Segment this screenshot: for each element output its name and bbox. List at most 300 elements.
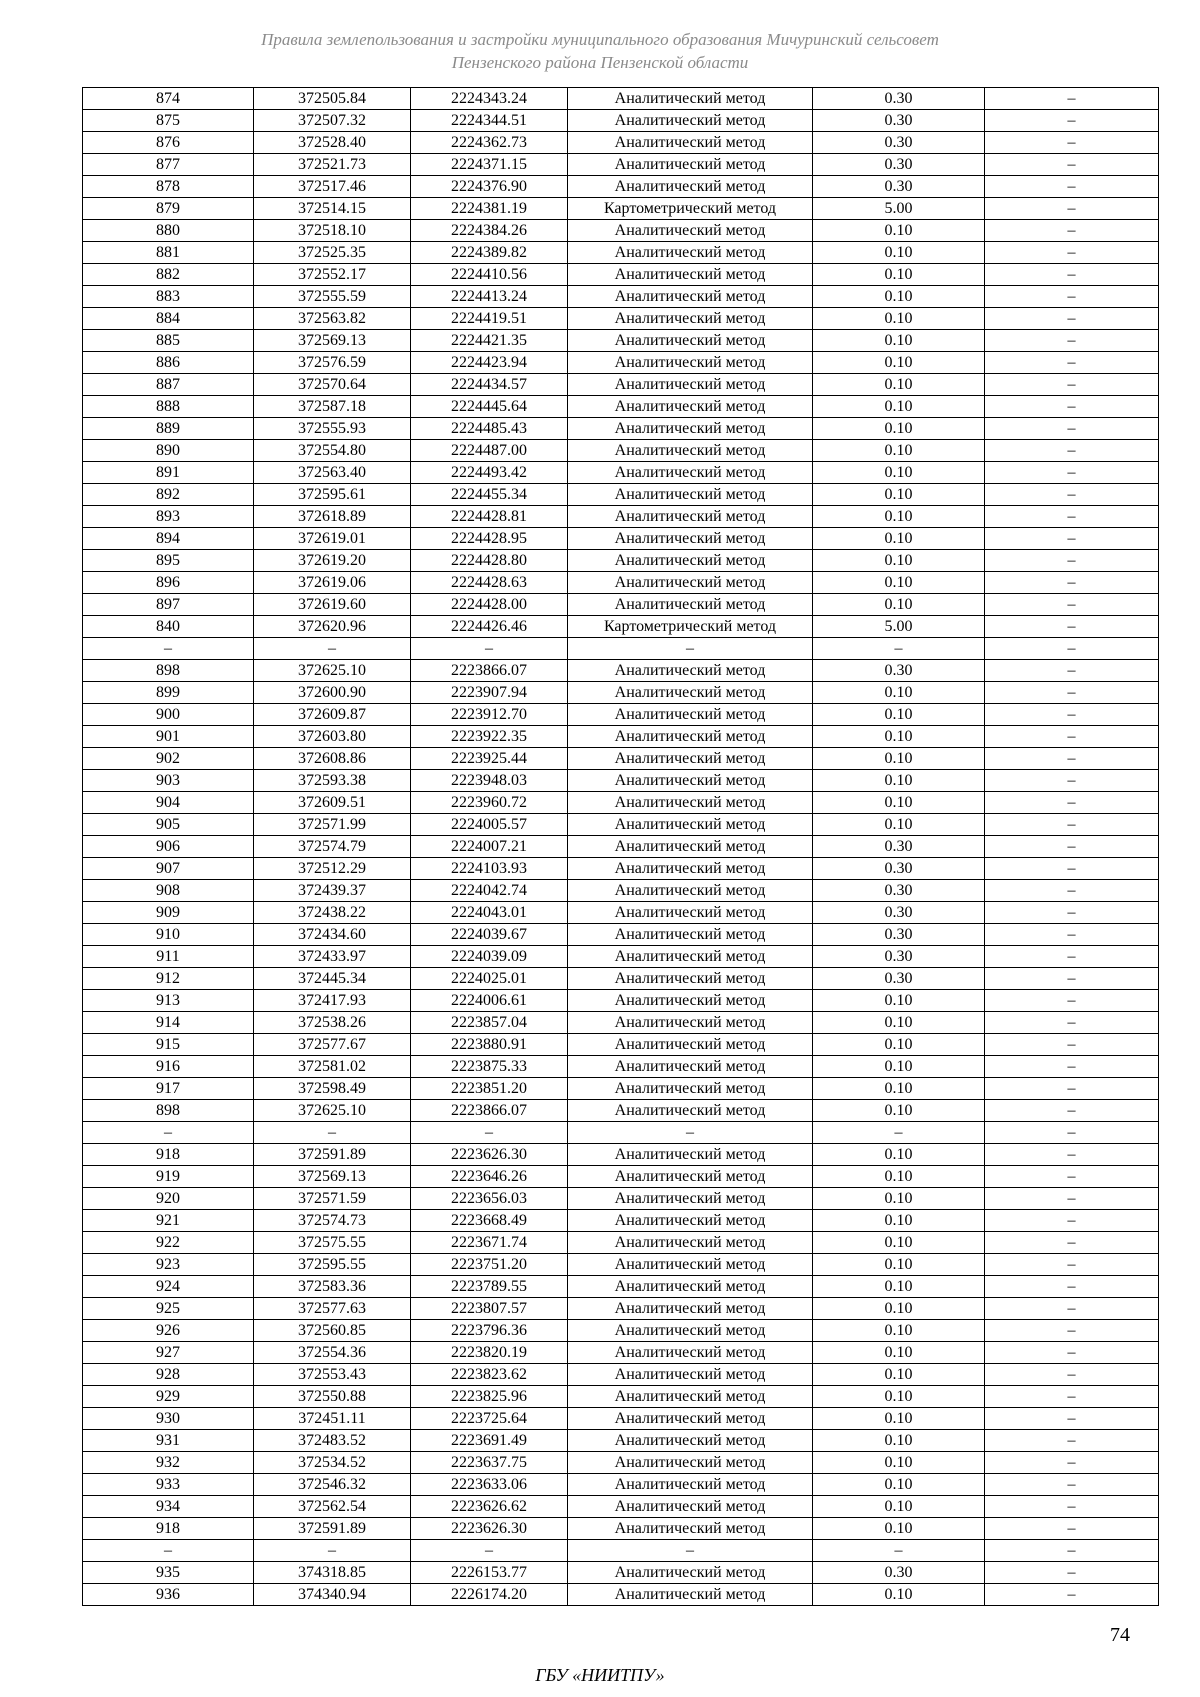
coordinates-table-body bbox=[83, 88, 1159, 1606]
point-number-cell: 892 bbox=[83, 484, 254, 506]
x-coordinate-cell: 372574.73 bbox=[254, 1210, 411, 1232]
x-coordinate-cell: 372445.34 bbox=[254, 968, 411, 990]
y-coordinate-cell: 2224428.63 bbox=[411, 572, 568, 594]
point-number-cell: 898 bbox=[83, 660, 254, 682]
method-cell: – bbox=[568, 1540, 813, 1562]
method-cell: Аналитический метод bbox=[568, 1518, 813, 1540]
description-cell: – bbox=[985, 1386, 1159, 1408]
running-header bbox=[0, 28, 1200, 74]
accuracy-cell: 0.30 bbox=[813, 110, 985, 132]
x-coordinate-cell: 372434.60 bbox=[254, 924, 411, 946]
y-coordinate-cell: 2223807.57 bbox=[411, 1298, 568, 1320]
x-coordinate-cell: 372563.40 bbox=[254, 462, 411, 484]
x-coordinate-cell: 372553.43 bbox=[254, 1364, 411, 1386]
x-coordinate-cell: 372560.85 bbox=[254, 1320, 411, 1342]
x-coordinate-cell: 372571.99 bbox=[254, 814, 411, 836]
accuracy-cell: 0.10 bbox=[813, 814, 985, 836]
x-coordinate-cell: 374340.94 bbox=[254, 1584, 411, 1606]
method-cell: Картометрический метод bbox=[568, 616, 813, 638]
point-number-cell: 894 bbox=[83, 528, 254, 550]
point-number-cell: 896 bbox=[83, 572, 254, 594]
point-number-cell: 911 bbox=[83, 946, 254, 968]
x-coordinate-cell: 372577.67 bbox=[254, 1034, 411, 1056]
table-row bbox=[83, 1562, 1159, 1584]
x-coordinate-cell: 372593.38 bbox=[254, 770, 411, 792]
x-coordinate-cell: 372555.59 bbox=[254, 286, 411, 308]
x-coordinate-cell: 372595.55 bbox=[254, 1254, 411, 1276]
point-number-cell: 899 bbox=[83, 682, 254, 704]
y-coordinate-cell: 2224487.00 bbox=[411, 440, 568, 462]
accuracy-cell: – bbox=[813, 1540, 985, 1562]
y-coordinate-cell: 2224042.74 bbox=[411, 880, 568, 902]
table-row bbox=[83, 308, 1159, 330]
table-row bbox=[83, 1232, 1159, 1254]
method-cell: Аналитический метод bbox=[568, 880, 813, 902]
point-number-cell: 889 bbox=[83, 418, 254, 440]
method-cell: Аналитический метод bbox=[568, 1408, 813, 1430]
description-cell: – bbox=[985, 1166, 1159, 1188]
point-number-cell: 884 bbox=[83, 308, 254, 330]
method-cell: Аналитический метод bbox=[568, 1342, 813, 1364]
description-cell: – bbox=[985, 1276, 1159, 1298]
x-coordinate-cell: 372619.06 bbox=[254, 572, 411, 594]
y-coordinate-cell: – bbox=[411, 1122, 568, 1144]
x-coordinate-cell: 372581.02 bbox=[254, 1056, 411, 1078]
x-coordinate-cell: 372417.93 bbox=[254, 990, 411, 1012]
y-coordinate-cell: 2223637.75 bbox=[411, 1452, 568, 1474]
point-number-cell: 875 bbox=[83, 110, 254, 132]
accuracy-cell: 5.00 bbox=[813, 198, 985, 220]
accuracy-cell: 0.10 bbox=[813, 1298, 985, 1320]
table-row bbox=[83, 990, 1159, 1012]
table-row bbox=[83, 572, 1159, 594]
x-coordinate-cell: 372600.90 bbox=[254, 682, 411, 704]
y-coordinate-cell: 2223789.55 bbox=[411, 1276, 568, 1298]
accuracy-cell: 0.10 bbox=[813, 396, 985, 418]
y-coordinate-cell: 2223656.03 bbox=[411, 1188, 568, 1210]
x-coordinate-cell: 372591.89 bbox=[254, 1144, 411, 1166]
point-number-cell: 931 bbox=[83, 1430, 254, 1452]
y-coordinate-cell: 2224376.90 bbox=[411, 176, 568, 198]
point-number-cell: 913 bbox=[83, 990, 254, 1012]
x-coordinate-cell: 372618.89 bbox=[254, 506, 411, 528]
method-cell: Аналитический метод bbox=[568, 1496, 813, 1518]
point-number-cell: 881 bbox=[83, 242, 254, 264]
table-row bbox=[83, 198, 1159, 220]
method-cell: Аналитический метод bbox=[568, 308, 813, 330]
method-cell: Аналитический метод bbox=[568, 990, 813, 1012]
x-coordinate-cell: 372507.32 bbox=[254, 110, 411, 132]
point-number-cell: 935 bbox=[83, 1562, 254, 1584]
page-footer: ГБУ «НИИТПУ» bbox=[535, 1665, 665, 1685]
table-row bbox=[83, 1584, 1159, 1606]
x-coordinate-cell: 372609.51 bbox=[254, 792, 411, 814]
table-row bbox=[83, 1034, 1159, 1056]
y-coordinate-cell: 2226174.20 bbox=[411, 1584, 568, 1606]
description-cell: – bbox=[985, 1408, 1159, 1430]
method-cell: Аналитический метод bbox=[568, 1188, 813, 1210]
y-coordinate-cell: 2223851.20 bbox=[411, 1078, 568, 1100]
x-coordinate-cell: 372570.64 bbox=[254, 374, 411, 396]
y-coordinate-cell: 2224025.01 bbox=[411, 968, 568, 990]
table-row bbox=[83, 1342, 1159, 1364]
table-row bbox=[83, 418, 1159, 440]
method-cell: Аналитический метод bbox=[568, 462, 813, 484]
accuracy-cell: 0.30 bbox=[813, 924, 985, 946]
description-cell: – bbox=[985, 440, 1159, 462]
method-cell: Аналитический метод bbox=[568, 792, 813, 814]
point-number-cell: 897 bbox=[83, 594, 254, 616]
point-number-cell: 934 bbox=[83, 1496, 254, 1518]
table-row bbox=[83, 1408, 1159, 1430]
table-row bbox=[83, 264, 1159, 286]
description-cell: – bbox=[985, 770, 1159, 792]
y-coordinate-cell: 2223633.06 bbox=[411, 1474, 568, 1496]
y-coordinate-cell: 2224421.35 bbox=[411, 330, 568, 352]
x-coordinate-cell: 372576.59 bbox=[254, 352, 411, 374]
description-cell: – bbox=[985, 748, 1159, 770]
table-row bbox=[83, 110, 1159, 132]
y-coordinate-cell: 2224455.34 bbox=[411, 484, 568, 506]
x-coordinate-cell: – bbox=[254, 1122, 411, 1144]
description-cell: – bbox=[985, 352, 1159, 374]
accuracy-cell: 0.10 bbox=[813, 1320, 985, 1342]
method-cell: Аналитический метод bbox=[568, 1584, 813, 1606]
description-cell: – bbox=[985, 946, 1159, 968]
y-coordinate-cell: 2223691.49 bbox=[411, 1430, 568, 1452]
accuracy-cell: 0.10 bbox=[813, 330, 985, 352]
description-cell: – bbox=[985, 902, 1159, 924]
accuracy-cell: 0.10 bbox=[813, 682, 985, 704]
header-line-2: Пензенского района Пензенской области bbox=[451, 53, 749, 72]
description-cell: – bbox=[985, 704, 1159, 726]
point-number-cell: 890 bbox=[83, 440, 254, 462]
description-cell: – bbox=[985, 616, 1159, 638]
x-coordinate-cell: 372552.17 bbox=[254, 264, 411, 286]
table-row bbox=[83, 374, 1159, 396]
accuracy-cell: 0.10 bbox=[813, 1078, 985, 1100]
y-coordinate-cell: 2224006.61 bbox=[411, 990, 568, 1012]
x-coordinate-cell: 372521.73 bbox=[254, 154, 411, 176]
table-row bbox=[83, 1166, 1159, 1188]
y-coordinate-cell: 2223925.44 bbox=[411, 748, 568, 770]
x-coordinate-cell: 372619.60 bbox=[254, 594, 411, 616]
table-row bbox=[83, 616, 1159, 638]
y-coordinate-cell: 2224428.00 bbox=[411, 594, 568, 616]
point-number-cell: 922 bbox=[83, 1232, 254, 1254]
point-number-cell: 923 bbox=[83, 1254, 254, 1276]
accuracy-cell: 0.10 bbox=[813, 440, 985, 462]
table-row bbox=[83, 330, 1159, 352]
table-row bbox=[83, 1100, 1159, 1122]
method-cell: Аналитический метод bbox=[568, 924, 813, 946]
method-cell: Аналитический метод bbox=[568, 352, 813, 374]
description-cell: – bbox=[985, 154, 1159, 176]
y-coordinate-cell: – bbox=[411, 638, 568, 660]
y-coordinate-cell: 2224005.57 bbox=[411, 814, 568, 836]
method-cell: Аналитический метод bbox=[568, 220, 813, 242]
point-number-cell: 920 bbox=[83, 1188, 254, 1210]
accuracy-cell: 0.10 bbox=[813, 1342, 985, 1364]
method-cell: Аналитический метод bbox=[568, 176, 813, 198]
x-coordinate-cell: 372546.32 bbox=[254, 1474, 411, 1496]
table-row bbox=[83, 132, 1159, 154]
y-coordinate-cell: 2224428.81 bbox=[411, 506, 568, 528]
description-cell: – bbox=[985, 286, 1159, 308]
description-cell: – bbox=[985, 484, 1159, 506]
point-number-cell: 888 bbox=[83, 396, 254, 418]
x-coordinate-cell: 372583.36 bbox=[254, 1276, 411, 1298]
description-cell: – bbox=[985, 924, 1159, 946]
method-cell: Аналитический метод bbox=[568, 132, 813, 154]
y-coordinate-cell: 2223626.30 bbox=[411, 1144, 568, 1166]
accuracy-cell: 0.10 bbox=[813, 594, 985, 616]
point-number-cell: 878 bbox=[83, 176, 254, 198]
accuracy-cell: 0.10 bbox=[813, 308, 985, 330]
accuracy-cell: 0.30 bbox=[813, 176, 985, 198]
table-row bbox=[83, 1144, 1159, 1166]
x-coordinate-cell: 372538.26 bbox=[254, 1012, 411, 1034]
y-coordinate-cell: 2223671.74 bbox=[411, 1232, 568, 1254]
method-cell: – bbox=[568, 638, 813, 660]
description-cell: – bbox=[985, 1188, 1159, 1210]
x-coordinate-cell: 372525.35 bbox=[254, 242, 411, 264]
description-cell: – bbox=[985, 198, 1159, 220]
table-row bbox=[83, 1298, 1159, 1320]
point-number-cell: 929 bbox=[83, 1386, 254, 1408]
method-cell: Аналитический метод bbox=[568, 902, 813, 924]
method-cell: Аналитический метод bbox=[568, 1298, 813, 1320]
point-number-cell: 914 bbox=[83, 1012, 254, 1034]
table-row bbox=[83, 1452, 1159, 1474]
x-coordinate-cell: 372609.87 bbox=[254, 704, 411, 726]
point-number-cell: 893 bbox=[83, 506, 254, 528]
x-coordinate-cell: 372514.15 bbox=[254, 198, 411, 220]
accuracy-cell: 0.10 bbox=[813, 990, 985, 1012]
table-row bbox=[83, 220, 1159, 242]
x-coordinate-cell: 372625.10 bbox=[254, 660, 411, 682]
description-cell: – bbox=[985, 638, 1159, 660]
description-cell: – bbox=[985, 264, 1159, 286]
method-cell: Аналитический метод bbox=[568, 836, 813, 858]
method-cell: Аналитический метод bbox=[568, 1364, 813, 1386]
accuracy-cell: 0.30 bbox=[813, 88, 985, 110]
description-cell: – bbox=[985, 1364, 1159, 1386]
point-number-cell: 887 bbox=[83, 374, 254, 396]
y-coordinate-cell: 2224485.43 bbox=[411, 418, 568, 440]
description-cell: – bbox=[985, 1100, 1159, 1122]
point-number-cell: 898 bbox=[83, 1100, 254, 1122]
point-number-cell: 909 bbox=[83, 902, 254, 924]
y-coordinate-cell: 2223857.04 bbox=[411, 1012, 568, 1034]
x-coordinate-cell: 372574.79 bbox=[254, 836, 411, 858]
table-row bbox=[83, 1078, 1159, 1100]
x-coordinate-cell: 372571.59 bbox=[254, 1188, 411, 1210]
x-coordinate-cell: – bbox=[254, 1540, 411, 1562]
table-row bbox=[83, 770, 1159, 792]
y-coordinate-cell: 2223866.07 bbox=[411, 1100, 568, 1122]
x-coordinate-cell: 372438.22 bbox=[254, 902, 411, 924]
y-coordinate-cell: 2224419.51 bbox=[411, 308, 568, 330]
point-number-cell: 879 bbox=[83, 198, 254, 220]
method-cell: Аналитический метод bbox=[568, 88, 813, 110]
x-coordinate-cell: 372587.18 bbox=[254, 396, 411, 418]
description-cell: – bbox=[985, 792, 1159, 814]
accuracy-cell: 0.10 bbox=[813, 1364, 985, 1386]
y-coordinate-cell: 2223626.62 bbox=[411, 1496, 568, 1518]
table-row bbox=[83, 484, 1159, 506]
method-cell: Аналитический метод bbox=[568, 770, 813, 792]
y-coordinate-cell: 2223907.94 bbox=[411, 682, 568, 704]
description-cell: – bbox=[985, 1122, 1159, 1144]
description-cell: – bbox=[985, 1540, 1159, 1562]
point-number-cell: 895 bbox=[83, 550, 254, 572]
point-number-cell: 936 bbox=[83, 1584, 254, 1606]
y-coordinate-cell: 2224426.46 bbox=[411, 616, 568, 638]
point-number-cell: 907 bbox=[83, 858, 254, 880]
description-cell: – bbox=[985, 374, 1159, 396]
accuracy-cell: 0.10 bbox=[813, 462, 985, 484]
table-row bbox=[83, 176, 1159, 198]
y-coordinate-cell: 2224344.51 bbox=[411, 110, 568, 132]
method-cell: Аналитический метод bbox=[568, 550, 813, 572]
y-coordinate-cell: 2224039.09 bbox=[411, 946, 568, 968]
point-number-cell: 925 bbox=[83, 1298, 254, 1320]
point-number-cell: – bbox=[83, 1122, 254, 1144]
accuracy-cell: 0.10 bbox=[813, 374, 985, 396]
table-row bbox=[83, 814, 1159, 836]
accuracy-cell: 0.10 bbox=[813, 286, 985, 308]
table-row bbox=[83, 968, 1159, 990]
x-coordinate-cell: 372563.82 bbox=[254, 308, 411, 330]
y-coordinate-cell: 2224413.24 bbox=[411, 286, 568, 308]
y-coordinate-cell: 2224389.82 bbox=[411, 242, 568, 264]
method-cell: Аналитический метод bbox=[568, 1232, 813, 1254]
y-coordinate-cell: 2224362.73 bbox=[411, 132, 568, 154]
table-row bbox=[83, 1540, 1159, 1562]
method-cell: Аналитический метод bbox=[568, 1034, 813, 1056]
method-cell: Аналитический метод bbox=[568, 1562, 813, 1584]
x-coordinate-cell: 372591.89 bbox=[254, 1518, 411, 1540]
y-coordinate-cell: 2224493.42 bbox=[411, 462, 568, 484]
description-cell: – bbox=[985, 1496, 1159, 1518]
accuracy-cell: 0.10 bbox=[813, 748, 985, 770]
method-cell: Аналитический метод bbox=[568, 660, 813, 682]
description-cell: – bbox=[985, 726, 1159, 748]
method-cell: Аналитический метод bbox=[568, 704, 813, 726]
point-number-cell: 916 bbox=[83, 1056, 254, 1078]
x-coordinate-cell: 372625.10 bbox=[254, 1100, 411, 1122]
accuracy-cell: – bbox=[813, 1122, 985, 1144]
x-coordinate-cell: 372598.49 bbox=[254, 1078, 411, 1100]
description-cell: – bbox=[985, 110, 1159, 132]
table-row bbox=[83, 352, 1159, 374]
method-cell: Аналитический метод bbox=[568, 748, 813, 770]
accuracy-cell: 0.10 bbox=[813, 528, 985, 550]
method-cell: Аналитический метод bbox=[568, 1452, 813, 1474]
x-coordinate-cell: 372451.11 bbox=[254, 1408, 411, 1430]
y-coordinate-cell: 2223825.96 bbox=[411, 1386, 568, 1408]
coordinates-table bbox=[82, 87, 1159, 1606]
x-coordinate-cell: 372550.88 bbox=[254, 1386, 411, 1408]
y-coordinate-cell: 2224423.94 bbox=[411, 352, 568, 374]
table-row bbox=[83, 902, 1159, 924]
accuracy-cell: 0.10 bbox=[813, 1386, 985, 1408]
table-row bbox=[83, 594, 1159, 616]
accuracy-cell: 0.10 bbox=[813, 1474, 985, 1496]
y-coordinate-cell: 2224428.95 bbox=[411, 528, 568, 550]
point-number-cell: 891 bbox=[83, 462, 254, 484]
y-coordinate-cell: 2224445.64 bbox=[411, 396, 568, 418]
table-row bbox=[83, 506, 1159, 528]
x-coordinate-cell: 372528.40 bbox=[254, 132, 411, 154]
x-coordinate-cell: 372619.01 bbox=[254, 528, 411, 550]
description-cell: – bbox=[985, 836, 1159, 858]
accuracy-cell: 0.10 bbox=[813, 1430, 985, 1452]
y-coordinate-cell: 2223823.62 bbox=[411, 1364, 568, 1386]
description-cell: – bbox=[985, 330, 1159, 352]
description-cell: – bbox=[985, 572, 1159, 594]
accuracy-cell: 0.10 bbox=[813, 1452, 985, 1474]
y-coordinate-cell: 2224428.80 bbox=[411, 550, 568, 572]
description-cell: – bbox=[985, 88, 1159, 110]
y-coordinate-cell: 2223646.26 bbox=[411, 1166, 568, 1188]
accuracy-cell: 0.30 bbox=[813, 836, 985, 858]
method-cell: Аналитический метод bbox=[568, 1320, 813, 1342]
x-coordinate-cell: 372608.86 bbox=[254, 748, 411, 770]
method-cell: Аналитический метод bbox=[568, 682, 813, 704]
y-coordinate-cell: 2224043.01 bbox=[411, 902, 568, 924]
description-cell: – bbox=[985, 990, 1159, 1012]
table-row bbox=[83, 1276, 1159, 1298]
method-cell: Аналитический метод bbox=[568, 726, 813, 748]
method-cell: Аналитический метод bbox=[568, 572, 813, 594]
table-row bbox=[83, 946, 1159, 968]
accuracy-cell: 0.10 bbox=[813, 418, 985, 440]
y-coordinate-cell: 2224371.15 bbox=[411, 154, 568, 176]
accuracy-cell: 0.10 bbox=[813, 726, 985, 748]
y-coordinate-cell: 2224410.56 bbox=[411, 264, 568, 286]
point-number-cell: 933 bbox=[83, 1474, 254, 1496]
method-cell: Аналитический метод bbox=[568, 1254, 813, 1276]
point-number-cell: 905 bbox=[83, 814, 254, 836]
y-coordinate-cell: 2223668.49 bbox=[411, 1210, 568, 1232]
page-number: 74 bbox=[1110, 1624, 1130, 1646]
method-cell: Аналитический метод bbox=[568, 1430, 813, 1452]
accuracy-cell: 0.10 bbox=[813, 1584, 985, 1606]
x-coordinate-cell: 372433.97 bbox=[254, 946, 411, 968]
description-cell: – bbox=[985, 814, 1159, 836]
y-coordinate-cell: – bbox=[411, 1540, 568, 1562]
accuracy-cell: 0.10 bbox=[813, 1408, 985, 1430]
point-number-cell: 918 bbox=[83, 1144, 254, 1166]
x-coordinate-cell: 372517.46 bbox=[254, 176, 411, 198]
accuracy-cell: 0.10 bbox=[813, 220, 985, 242]
x-coordinate-cell: 372483.52 bbox=[254, 1430, 411, 1452]
table-row bbox=[83, 1474, 1159, 1496]
y-coordinate-cell: 2223912.70 bbox=[411, 704, 568, 726]
accuracy-cell: 0.30 bbox=[813, 154, 985, 176]
y-coordinate-cell: 2224343.24 bbox=[411, 88, 568, 110]
description-cell: – bbox=[985, 682, 1159, 704]
description-cell: – bbox=[985, 1298, 1159, 1320]
method-cell: Аналитический метод bbox=[568, 1144, 813, 1166]
table-row bbox=[83, 1122, 1159, 1144]
table-row bbox=[83, 1364, 1159, 1386]
description-cell: – bbox=[985, 968, 1159, 990]
method-cell: Аналитический метод bbox=[568, 594, 813, 616]
y-coordinate-cell: 2224103.93 bbox=[411, 858, 568, 880]
